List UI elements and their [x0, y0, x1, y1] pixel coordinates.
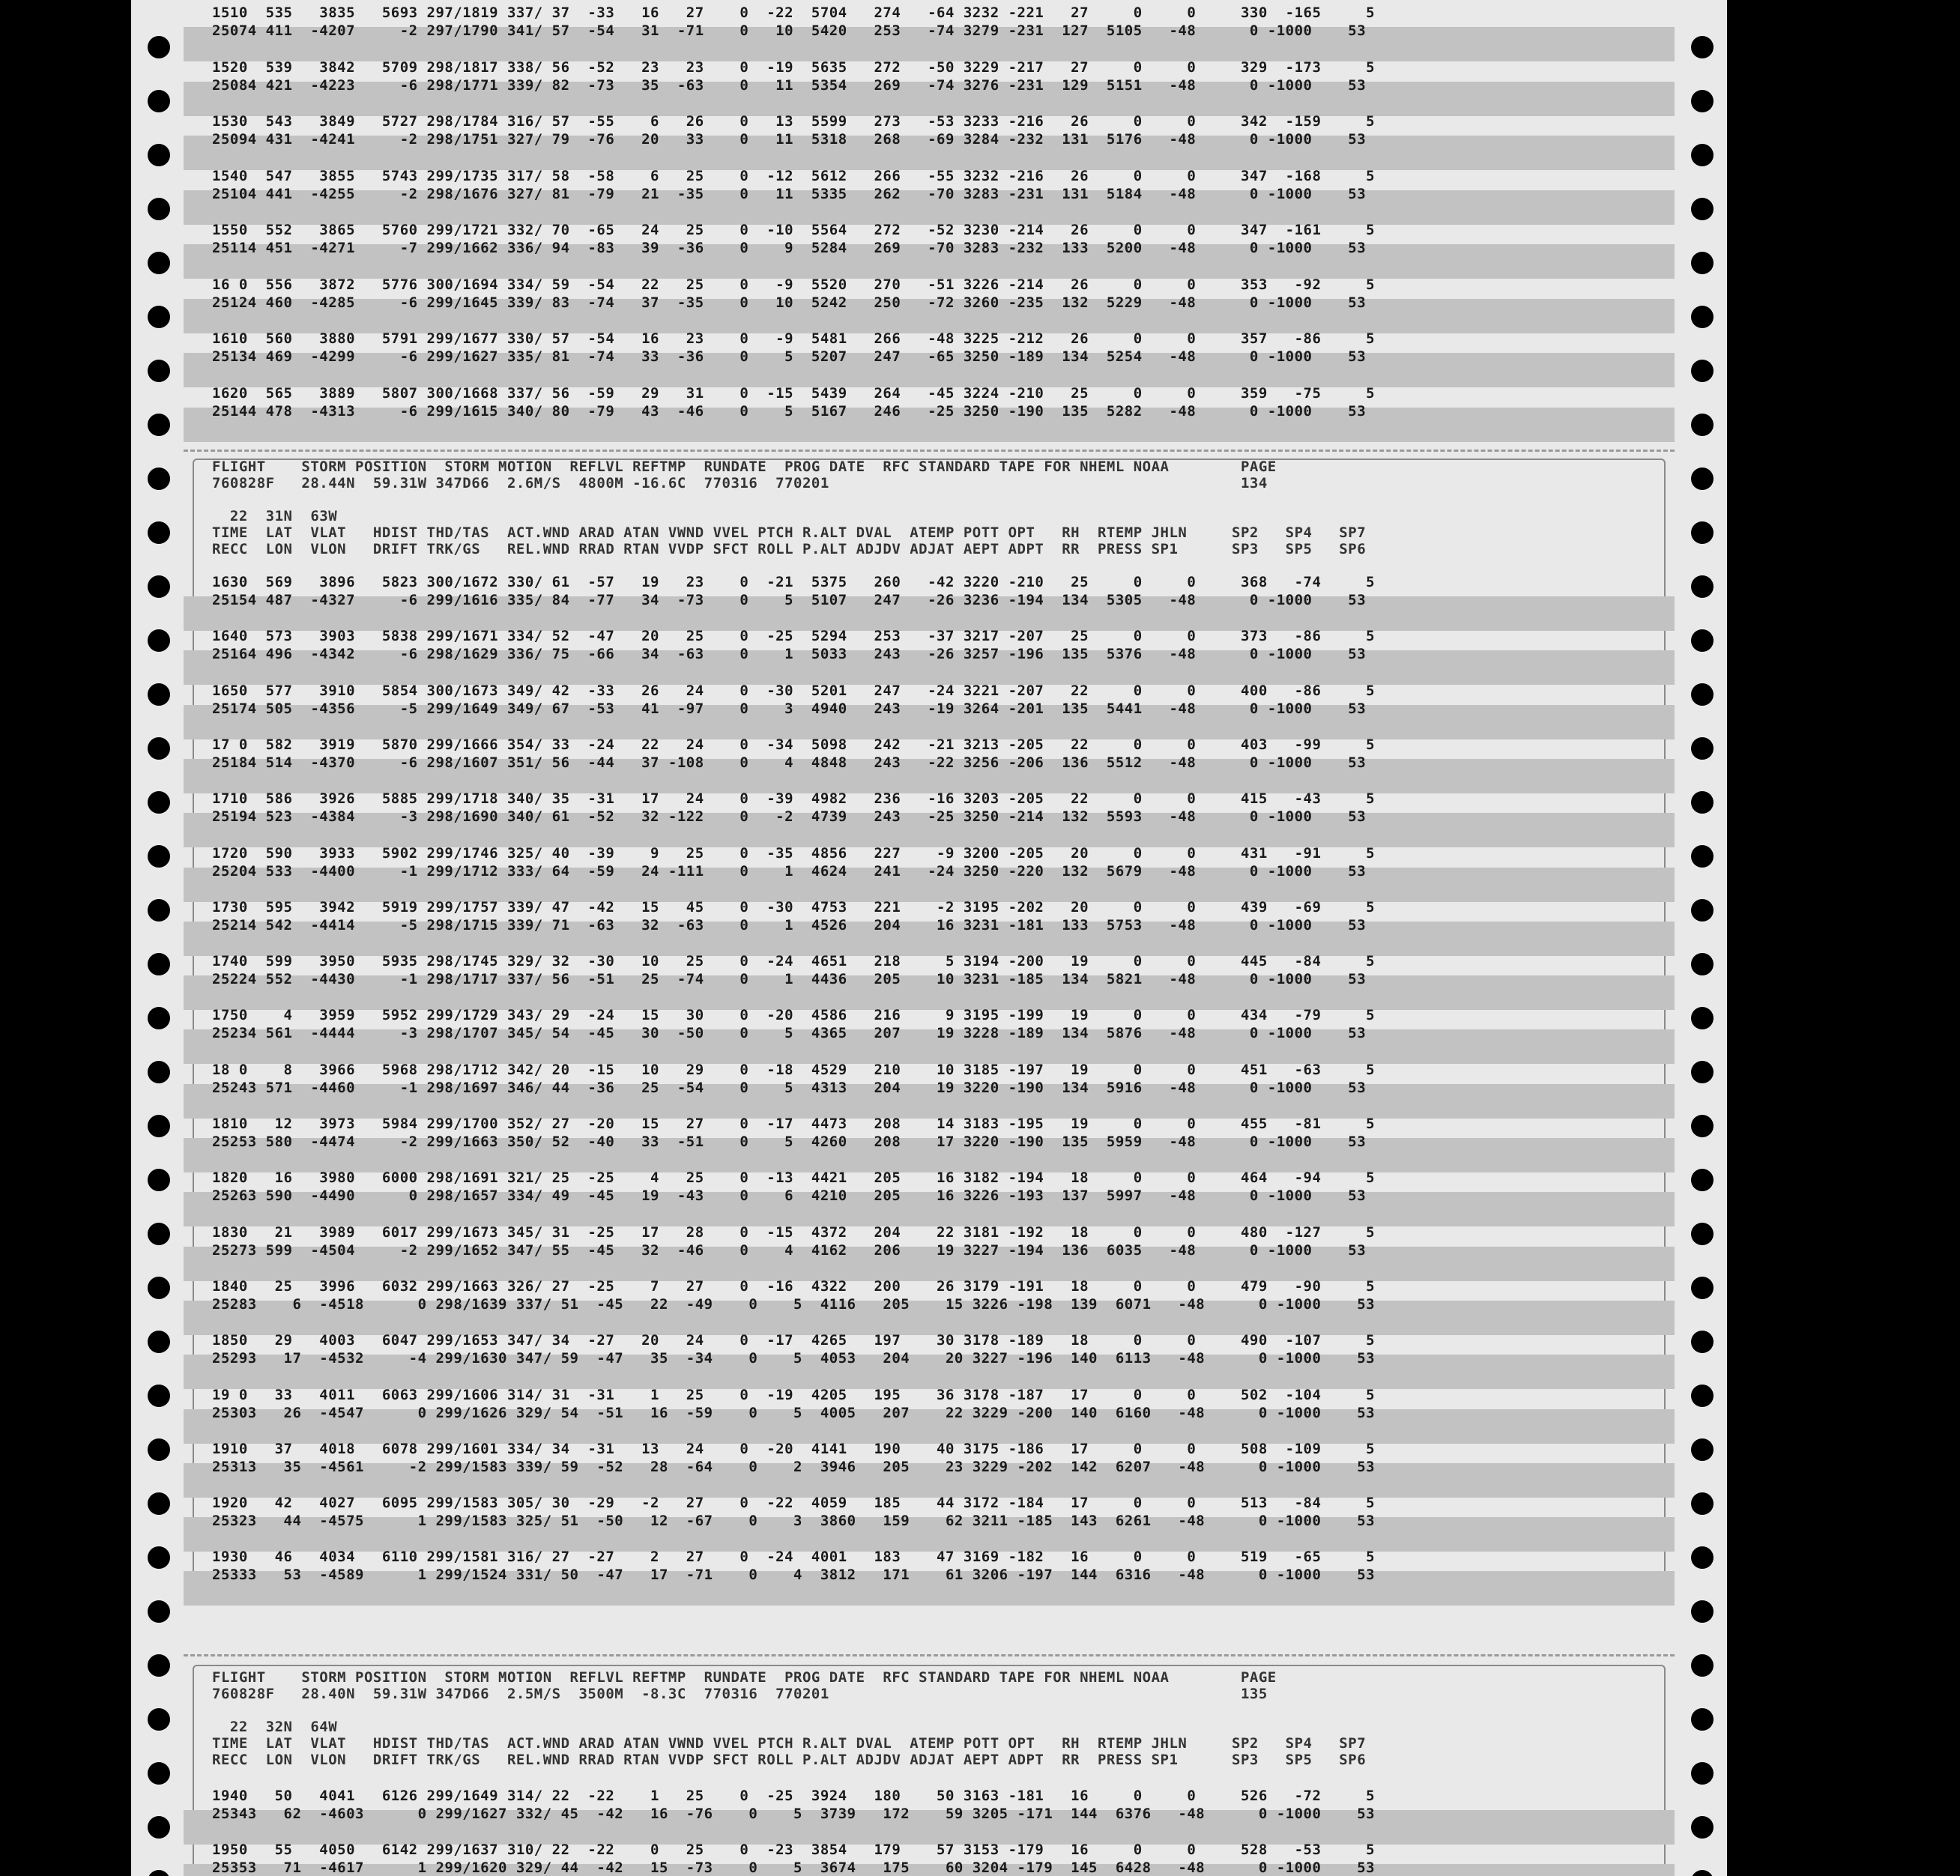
feed-hole: [148, 1223, 170, 1245]
print-line: 25154 487 -4327 -6 299/1616 335/ 84 -77 34 -73 0 5 5107 247 -26 3236 -194 134 5305 -48 0 -1000 53: [212, 592, 1367, 608]
feed-hole: [148, 1870, 170, 1876]
feed-hole: [1691, 1007, 1714, 1029]
print-line: 1710 586 3926 5885 299/1718 340/ 35 -31 17 24 0 -39 4982 236 -16 3203 -205 22 0 0 415 -43 5: [212, 790, 1376, 808]
print-line: 25224 552 -4430 -1 298/1717 337/ 56 -51 25 -74 0 1 4436 205 10 3231 -185 134 5821 -48 0 -1000 53: [212, 971, 1367, 988]
print-line: RECC LON VLON DRIFT TRK/GS REL.WND RRAD RTAN VVDP SFCT ROLL P.ALT ADJDV ADJAT AEPT ADPT RR PRESS SP1 SP3 SP5 SP6: [212, 541, 1367, 557]
print-line: 1850 29 4003 6047 299/1653 347/ 34 -27 20 24 0 -17 4265 197 30 3178 -189 18 0 0 490 -107 5: [212, 1332, 1376, 1349]
feed-hole: [1691, 953, 1714, 975]
feed-hole: [1691, 1277, 1714, 1299]
print-line: 25134 469 -4299 -6 299/1627 335/ 81 -74 33 -36 0 5 5207 247 -65 3250 -189 134 5254 -48 0 -1000 53: [212, 348, 1367, 365]
print-line: 16 0 556 3872 5776 300/1694 334/ 59 -54 22 25 0 -9 5520 270 -51 3226 -214 26 0 0 353 -92 5: [212, 276, 1376, 293]
feed-hole: [1691, 1385, 1714, 1407]
print-line: 1810 12 3973 5984 299/1700 352/ 27 -20 15 27 0 -17 4473 208 14 3183 -195 19 0 0 455 -81 5: [212, 1116, 1376, 1132]
feed-hole: [1691, 198, 1714, 220]
print-line: 1540 547 3855 5743 299/1735 317/ 58 -58 6 25 0 -12 5612 266 -55 3232 -216 26 0 0 347 -168 5: [212, 167, 1376, 184]
page-perforation: [184, 1654, 1675, 1656]
feed-hole: [148, 1546, 170, 1569]
feed-hole: [1691, 1331, 1714, 1353]
print-line: 25323 44 -4575 1 299/1583 325/ 51 -50 12 -67 0 3 3860 159 62 3211 -185 143 6261 -48 0 -1000 53: [212, 1513, 1376, 1530]
print-line: 25253 580 -4474 -2 299/1663 350/ 52 -40 33 -51 0 5 4260 208 17 3220 -190 135 5959 -48 0 -1000 53: [212, 1134, 1367, 1150]
print-line: 25353 71 -4617 1 299/1620 329/ 44 -42 15 -73 0 5 3674 175 60 3204 -179 145 6428 -48 0 -1000 53: [212, 1860, 1376, 1876]
feed-hole: [148, 198, 170, 220]
print-line: 1750 4 3959 5952 299/1729 343/ 29 -24 15 30 0 -20 4586 216 9 3195 -199 19 0 0 434 -79 5: [212, 1007, 1376, 1024]
print-line: 1640 573 3903 5838 299/1671 334/ 52 -47 20 25 0 -25 5294 253 -37 3217 -207 25 0 0 373 -86 5: [212, 628, 1376, 645]
feed-hole: [1691, 1870, 1714, 1876]
print-line: 25333 53 -4589 1 299/1524 331/ 50 -47 17 -71 0 4 3812 171 61 3206 -197 144 6316 -48 0 -1000 53: [212, 1567, 1376, 1584]
print-line: 25273 599 -4504 -2 299/1652 347/ 55 -45 32 -46 0 4 4162 206 19 3227 -194 136 6035 -48 0 -1000 53: [212, 1241, 1367, 1259]
feed-hole: [1691, 144, 1714, 166]
feed-hole: [148, 1654, 170, 1677]
feed-hole: [1691, 1708, 1714, 1731]
print-line: 22 31N 63W: [212, 508, 338, 524]
print-line: 25204 533 -4400 -1 299/1712 333/ 64 -59 24 -111 0 1 4624 241 -24 3250 -220 132 5679 -48 0 -1000 53: [212, 862, 1367, 880]
printout-sheet: [131, 0, 1727, 1876]
print-line: 25114 451 -4271 -7 299/1662 336/ 94 -83 39 -36 0 9 5284 269 -70 3283 -232 133 5200 -48 0 -1000 53: [212, 240, 1367, 256]
print-line: 1930 46 4034 6110 299/1581 316/ 27 -27 2 27 0 -24 4001 183 47 3169 -182 16 0 0 519 -65 5: [212, 1549, 1376, 1566]
print-line: FLIGHT STORM POSITION STORM MOTION REFLVL REFTMP RUNDATE PROG DATE RFC STANDARD TAPE FOR NHEML NOAA PAGE: [212, 1669, 1277, 1686]
feed-hole: [148, 575, 170, 598]
print-line: TIME LAT VLAT HDIST THD/TAS ACT.WND ARAD ATAN VWND VVEL PTCH R.ALT DVAL ATEMP POTT OPT RH RTEMP JHLN SP2 SP4 SP7: [212, 524, 1367, 541]
feed-hole: [148, 468, 170, 490]
print-line: 1530 543 3849 5727 298/1784 316/ 57 -55 6 26 0 13 5599 273 -53 3233 -216 26 0 0 342 -159 5: [212, 113, 1376, 130]
print-line: 25194 523 -4384 -3 298/1690 340/ 61 -52 32 -122 0 -2 4739 243 -25 3250 -214 132 5593 -48 0 -1000 53: [212, 808, 1367, 826]
feed-hole: [1691, 1061, 1714, 1083]
feed-hole: [148, 1816, 170, 1839]
print-line: 1550 552 3865 5760 299/1721 332/ 70 -65 24 25 0 -10 5564 272 -52 3230 -214 26 0 0 347 -161 5: [212, 222, 1376, 238]
feed-hole: [148, 252, 170, 274]
feed-hole: [1691, 1492, 1714, 1515]
feed-hole: [1691, 521, 1714, 544]
print-line: 760828F 28.40N 59.31W 347D66 2.5M/S 3500M -8.3C 770316 770201 135: [212, 1686, 1268, 1702]
feed-hole: [148, 1061, 170, 1083]
feed-hole: [1691, 791, 1714, 814]
feed-hole: [1691, 468, 1714, 490]
print-line: 1620 565 3889 5807 300/1668 337/ 56 -59 29 31 0 -15 5439 264 -45 3224 -210 25 0 0 359 -75 5: [212, 384, 1376, 402]
feed-hole: [1691, 414, 1714, 436]
print-line: RECC LON VLON DRIFT TRK/GS REL.WND RRAD RTAN VVDP SFCT ROLL P.ALT ADJDV ADJAT AEPT ADPT RR PRESS SP1 SP3 SP5 SP6: [212, 1752, 1367, 1768]
print-line: TIME LAT VLAT HDIST THD/TAS ACT.WND ARAD ATAN VWND VVEL PTCH R.ALT DVAL ATEMP POTT OPT RH RTEMP JHLN SP2 SP4 SP7: [212, 1735, 1367, 1752]
print-line: 1940 50 4041 6126 299/1649 314/ 22 -22 1 25 0 -25 3924 180 50 3163 -181 16 0 0 526 -72 5: [212, 1788, 1376, 1804]
feed-hole: [1691, 1600, 1714, 1623]
feed-hole: [1691, 36, 1714, 58]
feed-hole: [148, 629, 170, 652]
feed-hole: [148, 1277, 170, 1299]
print-line: 1510 535 3835 5693 297/1819 337/ 37 -33 16 27 0 -22 5704 274 -64 3232 -221 27 0 0 330 -165 5: [212, 4, 1376, 21]
feed-hole: [148, 1438, 170, 1461]
feed-hole: [148, 1331, 170, 1353]
feed-hole: [148, 791, 170, 814]
feed-hole: [1691, 1223, 1714, 1245]
print-line: 1820 16 3980 6000 298/1691 321/ 25 -25 4 25 0 -13 4421 205 16 3182 -194 18 0 0 464 -94 5: [212, 1170, 1376, 1187]
feed-hole: [148, 306, 170, 328]
print-line: 1950 55 4050 6142 299/1637 310/ 22 -22 0 25 0 -23 3854 179 57 3153 -179 16 0 0 528 -53 5: [212, 1842, 1376, 1859]
feed-hole: [148, 1492, 170, 1515]
print-line: FLIGHT STORM POSITION STORM MOTION REFLVL REFTMP RUNDATE PROG DATE RFC STANDARD TAPE FOR NHEML NOAA PAGE: [212, 459, 1277, 475]
feed-hole: [1691, 1654, 1714, 1677]
feed-hole: [148, 1007, 170, 1029]
tractor-strip-right: [1675, 0, 1727, 1876]
print-line: 1720 590 3933 5902 299/1746 325/ 40 -39 9 25 0 -35 4856 227 -9 3200 -205 20 0 0 431 -91 5: [212, 844, 1376, 862]
feed-hole: [1691, 737, 1714, 760]
print-line: 18 0 8 3966 5968 298/1712 342/ 20 -15 10 29 0 -18 4529 210 10 3185 -197 19 0 0 451 -63 5: [212, 1061, 1376, 1078]
print-line: 1650 577 3910 5854 300/1673 349/ 42 -33 26 24 0 -30 5201 247 -24 3221 -207 22 0 0 400 -86 5: [212, 682, 1376, 699]
feed-hole: [1691, 575, 1714, 598]
print-line: 25303 26 -4547 0 299/1626 329/ 54 -51 16 -59 0 5 4005 207 22 3229 -200 140 6160 -48 0 -1000 53: [212, 1404, 1376, 1421]
feed-hole: [148, 683, 170, 706]
feed-hole: [1691, 306, 1714, 328]
printout-content: [184, 0, 1675, 1876]
feed-hole: [1691, 1438, 1714, 1461]
page-perforation: [184, 450, 1675, 452]
feed-hole: [148, 36, 170, 58]
print-line: 760828F 28.44N 59.31W 347D66 2.6M/S 4800M -16.6C 770316 770201 134: [212, 475, 1268, 491]
print-line: 25343 62 -4603 0 299/1627 332/ 45 -42 16 -76 0 5 3739 172 59 3205 -171 144 6376 -48 0 -1000 53: [212, 1806, 1376, 1822]
print-line: 25184 514 -4370 -6 298/1607 351/ 56 -44 37 -108 0 4 4848 243 -22 3256 -206 136 5512 -48 0 -1000 53: [212, 754, 1367, 771]
print-line: 1610 560 3880 5791 299/1677 330/ 57 -54 16 23 0 -9 5481 266 -48 3225 -212 26 0 0 357 -86 5: [212, 330, 1376, 347]
print-line: 1840 25 3996 6032 299/1663 326/ 27 -25 7 27 0 -16 4322 200 26 3179 -191 18 0 0 479 -90 5: [212, 1277, 1376, 1295]
feed-hole: [1691, 360, 1714, 382]
print-line: 1830 21 3989 6017 299/1673 345/ 31 -25 17 28 0 -15 4372 204 22 3181 -192 18 0 0 480 -127 5: [212, 1223, 1376, 1241]
feed-hole: [1691, 1816, 1714, 1839]
feed-hole: [148, 737, 170, 760]
feed-hole: [1691, 845, 1714, 868]
feed-hole: [148, 144, 170, 166]
feed-hole: [148, 845, 170, 868]
print-line: 1740 599 3950 5935 298/1745 329/ 32 -30 10 25 0 -24 4651 218 5 3194 -200 19 0 0 445 -84 5: [212, 953, 1376, 970]
print-line: 25263 590 -4490 0 298/1657 334/ 49 -45 19 -43 0 6 4210 205 16 3226 -193 137 5997 -48 0 -1000 53: [212, 1187, 1367, 1205]
print-line: 22 32N 64W: [212, 1719, 338, 1735]
feed-hole: [148, 360, 170, 382]
print-line: 25283 6 -4518 0 298/1639 337/ 51 -45 22 -49 0 5 4116 205 15 3226 -198 139 6071 -48 0 -1000 53: [212, 1295, 1376, 1313]
print-line: 25243 571 -4460 -1 298/1697 346/ 44 -36 25 -54 0 5 4313 204 19 3220 -190 134 5916 -48 0 -1000 53: [212, 1079, 1367, 1096]
print-line: 25293 17 -4532 -4 299/1630 347/ 59 -47 35 -34 0 5 4053 204 20 3227 -196 140 6113 -48 0 -1000 53: [212, 1350, 1376, 1367]
feed-hole: [148, 521, 170, 544]
feed-hole: [1691, 1115, 1714, 1137]
feed-hole: [148, 90, 170, 112]
print-line: 1920 42 4027 6095 299/1583 305/ 30 -29 -2 27 0 -22 4059 185 44 3172 -184 17 0 0 513 -84 5: [212, 1495, 1376, 1512]
feed-hole: [1691, 683, 1714, 706]
print-line: 25144 478 -4313 -6 299/1615 340/ 80 -79 43 -46 0 5 5167 246 -25 3250 -190 135 5282 -48 0 -1000 53: [212, 402, 1367, 420]
print-line: 1910 37 4018 6078 299/1601 334/ 34 -31 13 24 0 -20 4141 190 40 3175 -186 17 0 0 508 -109 5: [212, 1440, 1376, 1457]
feed-hole: [148, 414, 170, 436]
print-line: 25164 496 -4342 -6 298/1629 336/ 75 -66 34 -63 0 1 5033 243 -26 3257 -196 135 5376 -48 0 -1000 53: [212, 646, 1367, 663]
print-line: 19 0 33 4011 6063 299/1606 314/ 31 -31 1 25 0 -19 4205 195 36 3178 -187 17 0 0 502 -104 5: [212, 1386, 1376, 1403]
feed-hole: [148, 1708, 170, 1731]
feed-hole: [1691, 1546, 1714, 1569]
feed-hole: [1691, 252, 1714, 274]
print-line: 25214 542 -4414 -5 298/1715 339/ 71 -63 32 -63 0 1 4526 204 16 3231 -181 133 5753 -48 0 -1000 53: [212, 916, 1367, 934]
tractor-strip-left: [131, 0, 184, 1876]
print-line: 25234 561 -4444 -3 298/1707 345/ 54 -45 30 -50 0 5 4365 207 19 3228 -189 134 5876 -48 0 -1000 53: [212, 1025, 1367, 1042]
feed-hole: [148, 1115, 170, 1137]
feed-hole: [1691, 1169, 1714, 1191]
print-line: 25084 421 -4223 -6 298/1771 339/ 82 -73 35 -63 0 11 5354 269 -74 3276 -231 129 5151 -48 0 -1000 53: [212, 76, 1367, 94]
print-line: 25174 505 -4356 -5 299/1649 349/ 67 -53 41 -97 0 3 4940 243 -19 3264 -201 135 5441 -48 0 -1000 53: [212, 700, 1367, 717]
print-line: 25313 35 -4561 -2 299/1583 339/ 59 -52 28 -64 0 2 3946 205 23 3229 -202 142 6207 -48 0 -1000 53: [212, 1458, 1376, 1475]
feed-hole: [148, 1600, 170, 1623]
print-line: 1520 539 3842 5709 298/1817 338/ 56 -52 23 23 0 -19 5635 272 -50 3229 -217 27 0 0 329 -173 5: [212, 58, 1376, 76]
print-line: 1630 569 3896 5823 300/1672 330/ 61 -57 19 23 0 -21 5375 260 -42 3220 -210 25 0 0 368 -74 5: [212, 574, 1376, 590]
print-line: 25074 411 -4207 -2 297/1790 341/ 57 -54 31 -71 0 10 5420 253 -74 3279 -231 127 5105 -48 0 -1000 53: [212, 22, 1367, 39]
feed-hole: [148, 1169, 170, 1191]
feed-hole: [1691, 90, 1714, 112]
print-line: 17 0 582 3919 5870 299/1666 354/ 33 -24 22 24 0 -34 5098 242 -21 3213 -205 22 0 0 403 -99 5: [212, 736, 1376, 753]
print-line: 25094 431 -4241 -2 298/1751 327/ 79 -76 20 33 0 11 5318 268 -69 3284 -232 131 5176 -48 0 -1000 53: [212, 131, 1367, 148]
feed-hole: [148, 953, 170, 975]
feed-hole: [148, 899, 170, 922]
feed-hole: [1691, 899, 1714, 922]
print-line: 25104 441 -4255 -2 298/1676 327/ 81 -79 21 -35 0 11 5335 262 -70 3283 -231 131 5184 -48 0 -1000 53: [212, 185, 1367, 202]
print-line: 25124 460 -4285 -6 299/1645 339/ 83 -74 37 -35 0 10 5242 250 -72 3260 -235 132 5229 -48 0 -1000 53: [212, 294, 1367, 311]
feed-hole: [1691, 629, 1714, 652]
feed-hole: [1691, 1762, 1714, 1785]
feed-hole: [148, 1762, 170, 1785]
print-line: 1730 595 3942 5919 299/1757 339/ 47 -42 15 45 0 -30 4753 221 -2 3195 -202 20 0 0 439 -69 5: [212, 898, 1376, 916]
feed-hole: [148, 1385, 170, 1407]
